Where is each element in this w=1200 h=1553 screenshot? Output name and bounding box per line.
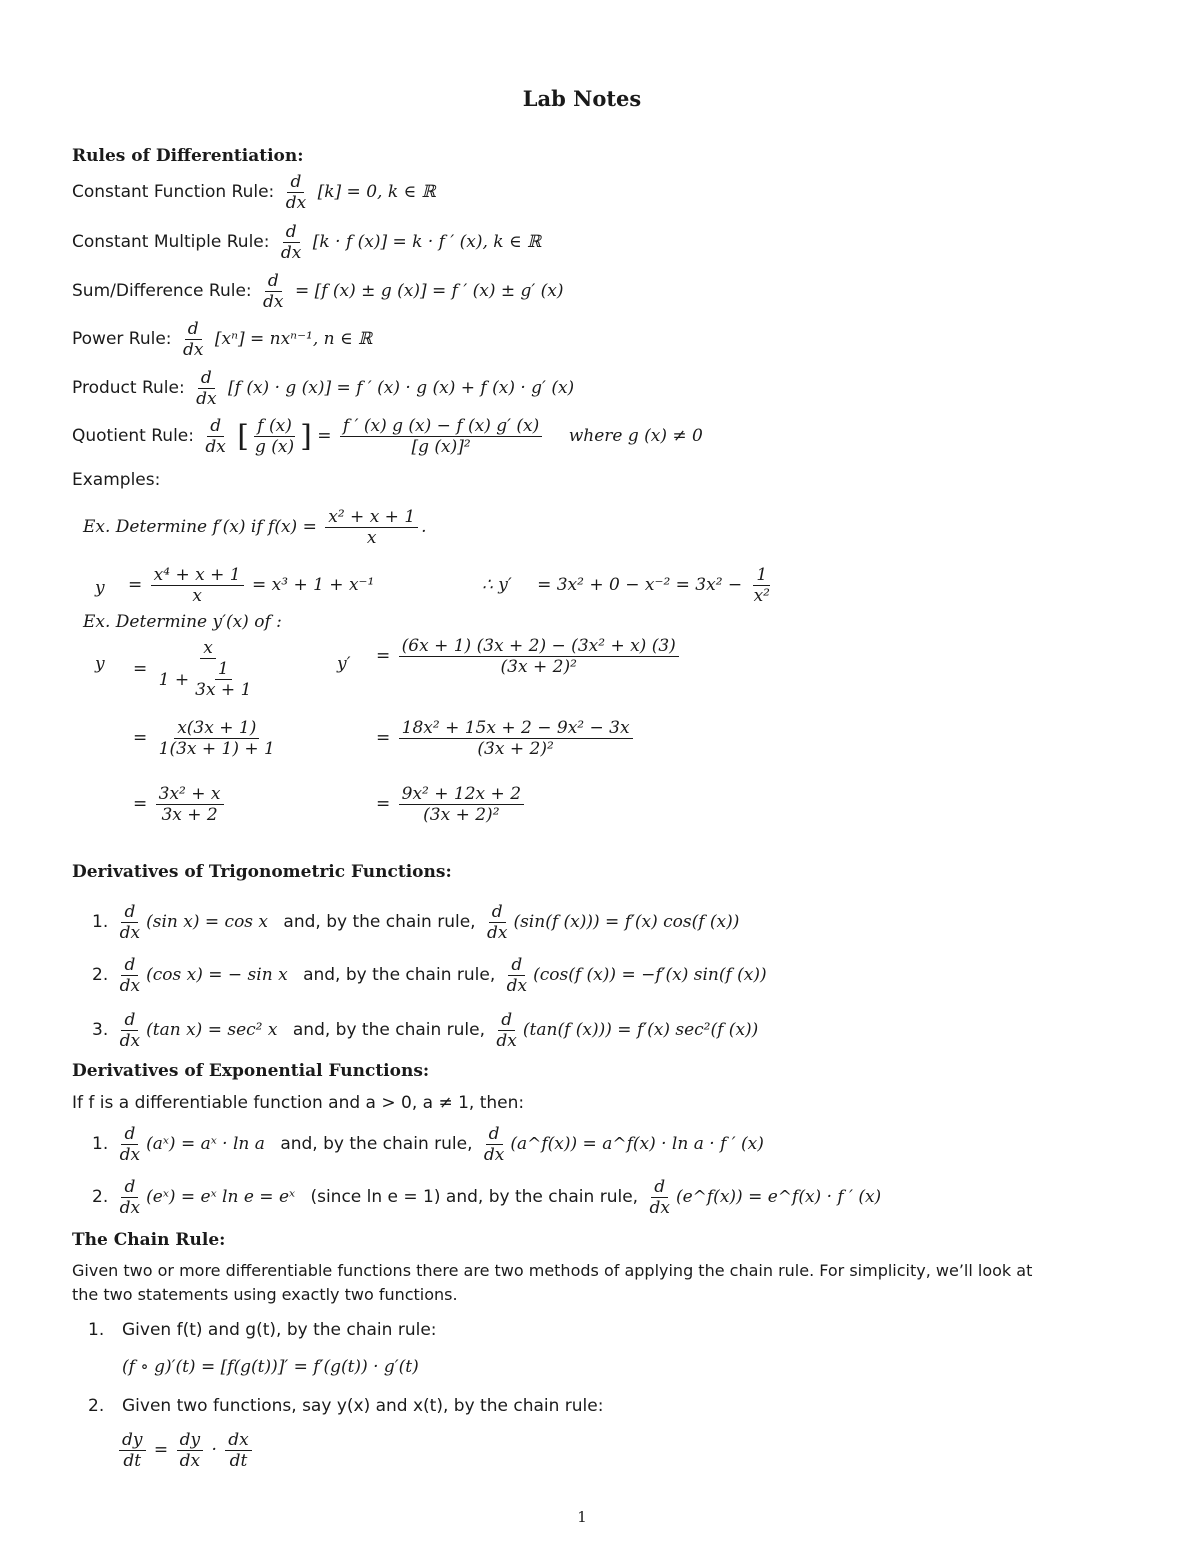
rule-formula: [f (x) · g (x)] = f ′ (x) · g (x) + f (x) · g′ (x) — [227, 378, 575, 399]
chain-rule-text: (since ln e = 1) and, by the chain rule, — [310, 1187, 639, 1208]
trig-item-1 — [92, 902, 739, 943]
page-title: Lab Notes — [522, 86, 642, 111]
bracket-left: [ — [237, 418, 249, 454]
chain-item-1-number: 1. — [88, 1320, 105, 1340]
example-1-fraction: $\frac{\text{x⁴ + x + 1}}{x}$ — [151, 565, 244, 606]
dy-dx-fraction: $\frac{dy}{dx}$ — [177, 1430, 204, 1471]
equals-sign: = — [133, 794, 148, 815]
exp-chain-formula: (e^f(x)) = e^f(x) · f ′ (x) — [675, 1187, 882, 1208]
example-1-simplify — [128, 565, 374, 606]
bracket-right: ] — [300, 418, 312, 454]
trig-item-2 — [92, 955, 767, 996]
derivative-operator: $\frac{d}{dx}$ — [263, 271, 284, 313]
example-1-statement — [83, 507, 427, 548]
chain-rule-text: and, by the chain rule, — [292, 1020, 486, 1041]
derivative-operator: $\frac{d}{dx}$ — [205, 416, 226, 458]
equals-sign: = — [133, 658, 148, 679]
trig-chain-formula: (tan(f (x))) = f′(x) sec²(f (x)) — [522, 1020, 759, 1041]
example-1-prefix: Ex. Determine f′(x) if f(x) = — [83, 517, 317, 538]
example-1-function-fraction: $\frac{\text{x² + x + 1}}{x}$ — [325, 507, 418, 548]
example-2-step-3-fraction: $\frac{\text{3x² + x}}{3x + 2}$ — [156, 784, 224, 825]
list-number: 3. — [92, 1020, 109, 1041]
trig-chain-formula: (sin(f (x))) = f′(x) cos(f (x)) — [513, 912, 740, 933]
examples-label: Examples: — [72, 470, 161, 490]
example-2-step-1 — [133, 638, 263, 700]
derivative-operator: $\frac{d}{dx}$ — [649, 1177, 670, 1219]
dot-operator: · — [211, 1440, 217, 1461]
rule-label: Power Rule: — [72, 329, 172, 350]
exp-formula: (eˣ) = eˣ ln e = eˣ — [146, 1187, 296, 1208]
example-2-derivative-3-fraction: $\frac{\text{9x² + 12x + 2}}{\text{(3x + 2)²}}$ — [399, 784, 524, 825]
rule-constant-function — [72, 172, 436, 213]
equals-sign: = — [128, 575, 143, 596]
example-2-step-3 — [133, 784, 227, 825]
chain-item-2-text: Given two functions, say y(x) and x(t), by the chain rule: — [122, 1396, 604, 1416]
equals-sign: = — [376, 728, 391, 749]
equals-sign: = — [133, 728, 148, 749]
trig-item-3 — [92, 1010, 758, 1051]
derivative-operator: $\frac{d}{dx}$ — [119, 1010, 141, 1052]
example-2-complex-fraction: x 1 + $\frac{1}{3x + 1}$ — [158, 638, 252, 701]
derivative-operator: $\frac{d}{dx}$ — [196, 368, 217, 410]
example-1-derivative-rhs: = 3x² + 0 − x⁻² = 3x² − — [537, 575, 743, 596]
example-1-y: y — [95, 578, 105, 598]
equals-sign: = — [153, 1440, 169, 1461]
trig-formula: (tan x) = sec² x — [146, 1020, 278, 1041]
quotient-inner-fraction: $\frac{f (x)}{g (x)}$ — [255, 416, 295, 458]
exp-formula: (aˣ) = aˣ · ln a — [146, 1134, 265, 1155]
example-2-statement: Ex. Determine y′(x) of : — [83, 612, 282, 632]
page-number: 1 — [577, 1508, 587, 1526]
example-2-derivative-1 — [376, 636, 682, 677]
rule-power — [72, 319, 372, 360]
rule-label: Sum/Difference Rule: — [72, 281, 252, 302]
exp-chain-formula: (a^f(x)) = a^f(x) · ln a · f ′ (x) — [510, 1134, 764, 1155]
chain-paragraph-line-1: Given two or more differentiable functions there are two methods of applying the chain rule. For simplicity, we’ll look at — [72, 1261, 1033, 1280]
section-heading-differentiation: Rules of Differentiation: — [72, 146, 304, 166]
derivative-operator: $\frac{d}{dx}$ — [496, 1010, 517, 1052]
example-1-derivative-fraction: $\frac{1}{\text{x²}}$ — [753, 565, 770, 607]
list-number: 1. — [92, 912, 109, 933]
chain-item-2-number: 2. — [88, 1396, 105, 1416]
chain-item-2-formula — [116, 1430, 255, 1471]
example-2-derivative-2 — [376, 718, 636, 759]
chain-item-1-text: Given f(t) and g(t), by the chain rule: — [122, 1320, 437, 1340]
example-2-derivative-3 — [376, 784, 527, 825]
rule-sum-difference — [72, 271, 564, 312]
rule-formula: [xⁿ] = nxⁿ⁻¹, n ∈ ℝ — [214, 329, 373, 350]
y-prime: ∴ y′ — [482, 575, 512, 596]
example-2-step-2-fraction: $\frac{x(3x + 1)}{1(3x + 1) + 1}$ — [158, 718, 275, 760]
exp-item-1 — [92, 1124, 764, 1165]
rule-label: Quotient Rule: — [72, 426, 194, 447]
rule-label: Product Rule: — [72, 378, 185, 399]
example-2-y-prime: y′ — [337, 654, 351, 674]
quotient-result-fraction: $\frac{f ' (x) g (x) - f (x) g' (x)}{\text{[g (x)]²}}$ — [340, 416, 542, 457]
period: . — [421, 517, 427, 538]
derivative-operator: $\frac{d}{dx}$ — [483, 1124, 505, 1166]
dx-dt-fraction: $\frac{dx}{dt}$ — [225, 1430, 251, 1471]
equals-sign: = — [376, 794, 391, 815]
chain-paragraph-line-2: the two statements using exactly two functions. — [72, 1285, 458, 1304]
list-number: 1. — [92, 1134, 109, 1155]
rule-label: Constant Multiple Rule: — [72, 232, 270, 253]
quotient-condition: where g (x) ≠ 0 — [568, 426, 703, 447]
list-number: 2. — [92, 965, 109, 986]
rule-formula: = [f (x) ± g (x)] = f ′ (x) ± g′ (x) — [294, 281, 564, 302]
section-heading-exponential: Derivatives of Exponential Functions: — [72, 1061, 430, 1081]
derivative-operator: $\frac{d}{dx}$ — [119, 1177, 141, 1219]
rule-quotient — [72, 416, 703, 457]
rule-label: Constant Function Rule: — [72, 182, 275, 203]
chain-item-1-formula: (f ∘ g)′(t) = [f(g(t))]′ = f′(g(t)) · g′(t) — [122, 1357, 419, 1377]
chain-rule-text: and, by the chain rule, — [283, 912, 476, 933]
rule-constant-multiple — [72, 222, 541, 263]
derivative-operator: $\frac{d}{dx}$ — [119, 902, 141, 944]
rule-formula: [k · f (x)] = k · f ′ (x), k ∈ ℝ — [312, 232, 542, 253]
derivative-operator: $\frac{d}{dx}$ — [486, 902, 508, 944]
rule-product — [72, 368, 574, 409]
equals-sign: = — [376, 646, 391, 667]
derivative-operator: $\frac{d}{dx}$ — [119, 955, 141, 997]
equals-sign: = — [317, 426, 332, 447]
exponential-intro: If f is a differentiable function and a > 0, a ≠ 1, then: — [72, 1093, 525, 1113]
derivative-operator: $\frac{d}{dx}$ — [285, 172, 307, 214]
example-2-derivative-1-fraction: $\frac{\text{(6x + 1) (3x + 2) − (3x² + x) (3)}}{\text{(3x + 2)²}}$ — [399, 636, 679, 677]
example-2-step-2 — [133, 718, 281, 759]
list-number: 2. — [92, 1187, 109, 1208]
trig-chain-formula: (cos(f (x)) = −f′(x) sin(f (x)) — [533, 965, 767, 986]
derivative-operator: $\frac{d}{dx}$ — [280, 222, 302, 264]
exp-item-2 — [92, 1177, 881, 1218]
trig-formula: (cos x) = − sin x — [146, 965, 288, 986]
trig-formula: (sin x) = cos x — [146, 912, 269, 933]
example-2-derivative-2-fraction: $\frac{\text{18x² + 15x + 2 − 9x² − 3x}}{\text{(3x + 2)²}}$ — [399, 718, 633, 759]
rule-formula: [k] = 0, k ∈ ℝ — [317, 182, 436, 203]
section-heading-trig: Derivatives of Trigonometric Functions: — [72, 862, 452, 882]
derivative-operator: $\frac{d}{dx}$ — [506, 955, 528, 997]
dy-dt-fraction: $\frac{dy}{dt}$ — [119, 1430, 146, 1471]
chain-rule-text: and, by the chain rule, — [280, 1134, 473, 1155]
section-heading-chain-rule: The Chain Rule: — [72, 1230, 226, 1250]
derivative-operator: $\frac{d}{dx}$ — [182, 319, 204, 361]
example-1-derivative — [482, 565, 776, 606]
example-1-rest: = x³ + 1 + x⁻¹ — [251, 575, 375, 596]
chain-rule-text: and, by the chain rule, — [303, 965, 496, 986]
derivative-operator: $\frac{d}{dx}$ — [119, 1124, 141, 1166]
example-2-y: y — [95, 654, 105, 674]
